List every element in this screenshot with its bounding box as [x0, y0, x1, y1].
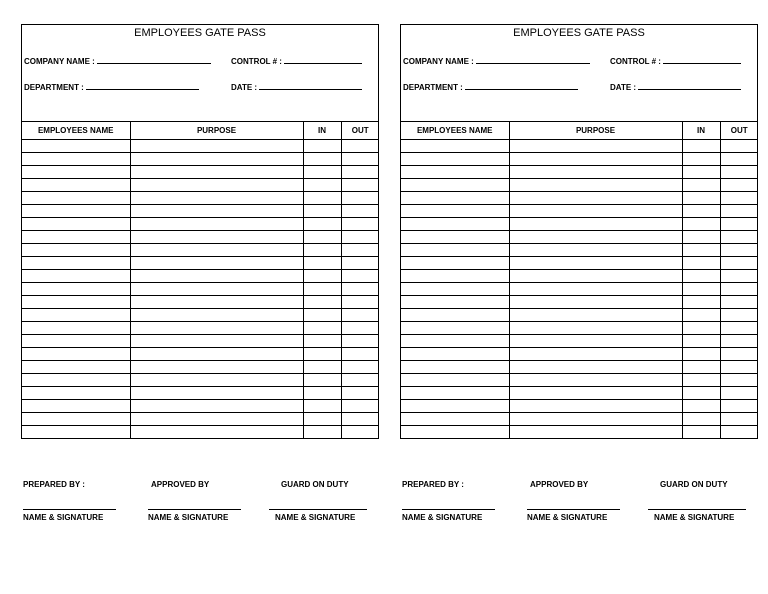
- employee-name-cell[interactable]: [22, 309, 130, 322]
- employee-name-cell[interactable]: [22, 426, 130, 439]
- in-cell[interactable]: [682, 140, 720, 153]
- control-number-field[interactable]: [231, 56, 362, 66]
- out-cell[interactable]: [720, 374, 758, 387]
- in-cell[interactable]: [682, 322, 720, 335]
- table-row: [22, 244, 379, 257]
- table-row: [22, 296, 379, 309]
- table-row: [22, 322, 379, 335]
- out-cell[interactable]: [341, 309, 379, 322]
- in-cell[interactable]: [682, 257, 720, 270]
- out-cell[interactable]: [341, 400, 379, 413]
- table-row: [401, 348, 758, 361]
- employee-name-cell[interactable]: [22, 218, 130, 231]
- in-cell[interactable]: [682, 413, 720, 426]
- out-cell[interactable]: [720, 426, 758, 439]
- col-employees-name: EMPLOYEES NAME: [22, 122, 130, 140]
- out-cell[interactable]: [720, 387, 758, 400]
- out-cell[interactable]: [720, 413, 758, 426]
- employee-name-cell[interactable]: [401, 218, 509, 231]
- table-row: [401, 218, 758, 231]
- gate-pass-box: [21, 24, 379, 439]
- employee-name-cell[interactable]: [401, 153, 509, 166]
- entries-body: [22, 140, 379, 439]
- purpose-cell[interactable]: [509, 426, 682, 439]
- signature-section-right: [402, 480, 760, 540]
- purpose-cell[interactable]: [130, 413, 303, 426]
- employee-name-cell[interactable]: [401, 283, 509, 296]
- in-cell[interactable]: [303, 374, 341, 387]
- purpose-cell[interactable]: [509, 400, 682, 413]
- table-row: [22, 192, 379, 205]
- employee-name-cell[interactable]: [22, 270, 130, 283]
- purpose-cell[interactable]: [509, 231, 682, 244]
- purpose-cell[interactable]: [130, 205, 303, 218]
- employee-name-cell[interactable]: [22, 140, 130, 153]
- name-signature-label: NAME & SIGNATURE: [23, 513, 104, 522]
- employee-name-cell[interactable]: [22, 192, 130, 205]
- employee-name-cell[interactable]: [401, 361, 509, 374]
- purpose-cell[interactable]: [509, 179, 682, 192]
- approved-by-label: APPROVED BY: [530, 480, 589, 489]
- table-row: [22, 413, 379, 426]
- table-row: [22, 309, 379, 322]
- purpose-cell[interactable]: [130, 309, 303, 322]
- table-row: [401, 309, 758, 322]
- date-field[interactable]: [231, 82, 362, 92]
- table-row: [401, 283, 758, 296]
- purpose-cell[interactable]: [509, 387, 682, 400]
- table-row: [22, 153, 379, 166]
- in-cell[interactable]: [682, 192, 720, 205]
- employee-name-cell[interactable]: [22, 348, 130, 361]
- purpose-cell[interactable]: [130, 283, 303, 296]
- employee-name-cell[interactable]: [22, 179, 130, 192]
- out-cell[interactable]: [341, 374, 379, 387]
- table-row: [401, 140, 758, 153]
- table-row: [401, 361, 758, 374]
- table-row: [401, 413, 758, 426]
- employee-name-cell[interactable]: [22, 387, 130, 400]
- date-label: DATE :: [610, 83, 637, 92]
- employee-name-cell[interactable]: [22, 153, 130, 166]
- in-cell[interactable]: [682, 296, 720, 309]
- table-row: [22, 335, 379, 348]
- out-cell[interactable]: [720, 205, 758, 218]
- purpose-cell[interactable]: [509, 374, 682, 387]
- table-header-row: [22, 122, 379, 140]
- purpose-cell[interactable]: [509, 361, 682, 374]
- purpose-cell[interactable]: [509, 270, 682, 283]
- signature-line: [148, 509, 241, 510]
- purpose-cell[interactable]: [509, 218, 682, 231]
- department-field[interactable]: [24, 82, 199, 92]
- entries-table: [401, 122, 758, 438]
- out-cell[interactable]: [341, 205, 379, 218]
- purpose-cell[interactable]: [130, 348, 303, 361]
- out-cell[interactable]: [720, 179, 758, 192]
- guard-on-duty-label: GUARD ON DUTY: [660, 480, 728, 489]
- employee-name-cell[interactable]: [22, 322, 130, 335]
- out-cell[interactable]: [341, 218, 379, 231]
- col-purpose: PURPOSE: [509, 122, 682, 140]
- table-row: [22, 283, 379, 296]
- out-cell[interactable]: [341, 348, 379, 361]
- employee-name-cell[interactable]: [401, 374, 509, 387]
- table-row: [401, 374, 758, 387]
- purpose-cell[interactable]: [130, 374, 303, 387]
- purpose-cell[interactable]: [130, 322, 303, 335]
- table-row: [22, 166, 379, 179]
- purpose-cell[interactable]: [509, 205, 682, 218]
- employee-name-cell[interactable]: [401, 192, 509, 205]
- guard-on-duty-block[interactable]: [648, 480, 746, 522]
- approved-by-block[interactable]: [148, 480, 241, 522]
- purpose-cell[interactable]: [130, 400, 303, 413]
- in-cell[interactable]: [682, 400, 720, 413]
- col-out: OUT: [341, 122, 379, 140]
- employee-name-cell[interactable]: [401, 270, 509, 283]
- guard-on-duty-block[interactable]: [269, 480, 367, 522]
- table-row: [22, 374, 379, 387]
- purpose-cell[interactable]: [130, 231, 303, 244]
- out-cell[interactable]: [341, 296, 379, 309]
- department-label: DEPARTMENT :: [24, 83, 84, 92]
- name-signature-label: NAME & SIGNATURE: [654, 513, 735, 522]
- purpose-cell[interactable]: [509, 153, 682, 166]
- purpose-cell[interactable]: [130, 335, 303, 348]
- prepared-by-label: PREPARED BY :: [402, 480, 464, 489]
- out-cell[interactable]: [341, 166, 379, 179]
- in-cell[interactable]: [303, 361, 341, 374]
- date-label: DATE :: [231, 83, 258, 92]
- employee-name-cell[interactable]: [22, 283, 130, 296]
- purpose-cell[interactable]: [130, 153, 303, 166]
- in-cell[interactable]: [303, 283, 341, 296]
- employee-name-cell[interactable]: [22, 400, 130, 413]
- purpose-cell[interactable]: [130, 257, 303, 270]
- signature-line: [269, 509, 367, 510]
- employee-name-cell[interactable]: [401, 309, 509, 322]
- out-cell[interactable]: [341, 361, 379, 374]
- employee-name-cell[interactable]: [22, 205, 130, 218]
- table-row: [22, 270, 379, 283]
- table-row: [22, 231, 379, 244]
- in-cell[interactable]: [682, 335, 720, 348]
- name-signature-label: NAME & SIGNATURE: [402, 513, 483, 522]
- employee-name-cell[interactable]: [401, 400, 509, 413]
- table-row: [22, 426, 379, 439]
- in-cell[interactable]: [682, 179, 720, 192]
- out-cell[interactable]: [341, 231, 379, 244]
- out-cell[interactable]: [720, 166, 758, 179]
- signature-section-left: [23, 480, 381, 540]
- in-cell[interactable]: [682, 218, 720, 231]
- purpose-cell[interactable]: [130, 218, 303, 231]
- gate-pass-right: [400, 24, 758, 439]
- table-row: [401, 244, 758, 257]
- form-title: EMPLOYEES GATE PASS: [134, 27, 266, 39]
- out-cell[interactable]: [341, 426, 379, 439]
- table-row: [401, 270, 758, 283]
- name-signature-label: NAME & SIGNATURE: [148, 513, 229, 522]
- employee-name-cell[interactable]: [401, 296, 509, 309]
- purpose-cell[interactable]: [509, 309, 682, 322]
- employee-name-cell[interactable]: [401, 140, 509, 153]
- signature-line: [402, 509, 495, 510]
- purpose-cell[interactable]: [509, 283, 682, 296]
- department-label: DEPARTMENT :: [403, 83, 463, 92]
- purpose-cell[interactable]: [130, 296, 303, 309]
- purpose-cell[interactable]: [509, 296, 682, 309]
- name-signature-label: NAME & SIGNATURE: [527, 513, 608, 522]
- in-cell[interactable]: [303, 309, 341, 322]
- out-cell[interactable]: [341, 283, 379, 296]
- purpose-cell[interactable]: [130, 361, 303, 374]
- table-row: [22, 387, 379, 400]
- employee-name-cell[interactable]: [401, 166, 509, 179]
- out-cell[interactable]: [341, 322, 379, 335]
- employee-name-cell[interactable]: [401, 231, 509, 244]
- out-cell[interactable]: [720, 153, 758, 166]
- in-cell[interactable]: [303, 218, 341, 231]
- table-row: [401, 387, 758, 400]
- table-row: [22, 179, 379, 192]
- out-cell[interactable]: [720, 270, 758, 283]
- col-purpose: PURPOSE: [130, 122, 303, 140]
- table-header-row: [401, 122, 758, 140]
- in-cell[interactable]: [682, 348, 720, 361]
- purpose-cell[interactable]: [130, 140, 303, 153]
- out-cell[interactable]: [341, 413, 379, 426]
- approved-by-label: APPROVED BY: [151, 480, 210, 489]
- entries-table: [22, 122, 379, 438]
- purpose-cell[interactable]: [130, 192, 303, 205]
- table-row: [22, 140, 379, 153]
- purpose-cell[interactable]: [509, 335, 682, 348]
- purpose-cell[interactable]: [130, 166, 303, 179]
- col-employees-name: EMPLOYEES NAME: [401, 122, 509, 140]
- in-cell[interactable]: [303, 335, 341, 348]
- purpose-cell[interactable]: [509, 192, 682, 205]
- in-cell[interactable]: [682, 231, 720, 244]
- signature-line: [23, 509, 116, 510]
- employee-name-cell[interactable]: [22, 361, 130, 374]
- table-row: [401, 179, 758, 192]
- table-row: [401, 231, 758, 244]
- in-cell[interactable]: [303, 140, 341, 153]
- table-row: [22, 218, 379, 231]
- control-number-label: CONTROL # :: [231, 57, 282, 66]
- employee-name-cell[interactable]: [22, 335, 130, 348]
- employee-name-cell[interactable]: [401, 205, 509, 218]
- out-cell[interactable]: [720, 335, 758, 348]
- table-row: [401, 153, 758, 166]
- purpose-cell[interactable]: [509, 348, 682, 361]
- employee-name-cell[interactable]: [401, 179, 509, 192]
- purpose-cell[interactable]: [509, 322, 682, 335]
- gate-pass-box: [400, 24, 758, 439]
- in-cell[interactable]: [303, 244, 341, 257]
- out-cell[interactable]: [720, 296, 758, 309]
- employee-name-cell[interactable]: [401, 387, 509, 400]
- company-name-label: COMPANY NAME :: [403, 57, 474, 66]
- out-cell[interactable]: [720, 348, 758, 361]
- in-cell[interactable]: [303, 348, 341, 361]
- out-cell[interactable]: [341, 192, 379, 205]
- company-name-field[interactable]: [403, 56, 590, 66]
- employee-name-cell[interactable]: [401, 413, 509, 426]
- in-cell[interactable]: [303, 426, 341, 439]
- in-cell[interactable]: [682, 283, 720, 296]
- prepared-by-label: PREPARED BY :: [23, 480, 85, 489]
- name-signature-label: NAME & SIGNATURE: [275, 513, 356, 522]
- department-field[interactable]: [403, 82, 578, 92]
- in-cell[interactable]: [303, 257, 341, 270]
- purpose-cell[interactable]: [130, 426, 303, 439]
- table-row: [401, 296, 758, 309]
- signature-line: [648, 509, 746, 510]
- employee-name-cell[interactable]: [22, 166, 130, 179]
- table-row: [22, 348, 379, 361]
- form-title: EMPLOYEES GATE PASS: [513, 27, 645, 39]
- in-cell[interactable]: [303, 270, 341, 283]
- employee-name-cell[interactable]: [401, 244, 509, 257]
- in-cell[interactable]: [303, 296, 341, 309]
- guard-on-duty-label: GUARD ON DUTY: [281, 480, 349, 489]
- out-cell[interactable]: [341, 153, 379, 166]
- employee-name-cell[interactable]: [401, 322, 509, 335]
- employee-name-cell[interactable]: [22, 231, 130, 244]
- out-cell[interactable]: [720, 231, 758, 244]
- in-cell[interactable]: [682, 426, 720, 439]
- employee-name-cell[interactable]: [22, 374, 130, 387]
- col-in: IN: [303, 122, 341, 140]
- col-out: OUT: [720, 122, 758, 140]
- out-cell[interactable]: [720, 140, 758, 153]
- in-cell[interactable]: [682, 387, 720, 400]
- employee-name-cell[interactable]: [22, 296, 130, 309]
- out-cell[interactable]: [720, 361, 758, 374]
- table-row: [401, 426, 758, 439]
- out-cell[interactable]: [720, 192, 758, 205]
- in-cell[interactable]: [303, 166, 341, 179]
- in-cell[interactable]: [303, 205, 341, 218]
- in-cell[interactable]: [682, 361, 720, 374]
- table-row: [401, 257, 758, 270]
- out-cell[interactable]: [341, 270, 379, 283]
- purpose-cell[interactable]: [509, 413, 682, 426]
- in-cell[interactable]: [303, 153, 341, 166]
- out-cell[interactable]: [341, 179, 379, 192]
- in-cell[interactable]: [682, 153, 720, 166]
- purpose-cell[interactable]: [130, 387, 303, 400]
- employee-name-cell[interactable]: [22, 244, 130, 257]
- gate-pass-header: [401, 25, 757, 122]
- table-row: [401, 335, 758, 348]
- col-in: IN: [682, 122, 720, 140]
- table-row: [22, 205, 379, 218]
- in-cell[interactable]: [303, 179, 341, 192]
- company-name-field[interactable]: [24, 56, 211, 66]
- gate-pass-left: [21, 24, 379, 439]
- in-cell[interactable]: [303, 413, 341, 426]
- in-cell[interactable]: [682, 270, 720, 283]
- date-field[interactable]: [610, 82, 741, 92]
- out-cell[interactable]: [341, 257, 379, 270]
- out-cell[interactable]: [341, 140, 379, 153]
- in-cell[interactable]: [303, 400, 341, 413]
- employee-name-cell[interactable]: [22, 257, 130, 270]
- out-cell[interactable]: [720, 218, 758, 231]
- purpose-cell[interactable]: [130, 179, 303, 192]
- employee-name-cell[interactable]: [401, 426, 509, 439]
- purpose-cell[interactable]: [509, 140, 682, 153]
- purpose-cell[interactable]: [509, 257, 682, 270]
- out-cell[interactable]: [720, 244, 758, 257]
- out-cell[interactable]: [720, 309, 758, 322]
- purpose-cell[interactable]: [130, 270, 303, 283]
- out-cell[interactable]: [341, 244, 379, 257]
- table-row: [22, 400, 379, 413]
- prepared-by-block[interactable]: [402, 480, 495, 522]
- in-cell[interactable]: [303, 192, 341, 205]
- table-row: [401, 192, 758, 205]
- table-row: [401, 166, 758, 179]
- in-cell[interactable]: [303, 322, 341, 335]
- purpose-cell[interactable]: [130, 244, 303, 257]
- table-row: [22, 361, 379, 374]
- employee-name-cell[interactable]: [22, 413, 130, 426]
- gate-pass-header: [22, 25, 378, 122]
- employee-name-cell[interactable]: [401, 335, 509, 348]
- entries-body: [401, 140, 758, 439]
- company-name-label: COMPANY NAME :: [24, 57, 95, 66]
- employee-name-cell[interactable]: [401, 348, 509, 361]
- out-cell[interactable]: [720, 283, 758, 296]
- purpose-cell[interactable]: [509, 244, 682, 257]
- control-number-field[interactable]: [610, 56, 741, 66]
- out-cell[interactable]: [720, 400, 758, 413]
- in-cell[interactable]: [682, 205, 720, 218]
- out-cell[interactable]: [341, 335, 379, 348]
- signature-line: [527, 509, 620, 510]
- table-row: [401, 205, 758, 218]
- in-cell[interactable]: [682, 244, 720, 257]
- table-row: [22, 257, 379, 270]
- out-cell[interactable]: [341, 387, 379, 400]
- approved-by-block[interactable]: [527, 480, 620, 522]
- in-cell[interactable]: [682, 309, 720, 322]
- employee-name-cell[interactable]: [401, 257, 509, 270]
- control-number-label: CONTROL # :: [610, 57, 661, 66]
- table-row: [401, 322, 758, 335]
- out-cell[interactable]: [720, 257, 758, 270]
- table-row: [401, 400, 758, 413]
- in-cell[interactable]: [303, 231, 341, 244]
- prepared-by-block[interactable]: [23, 480, 116, 522]
- in-cell[interactable]: [682, 374, 720, 387]
- in-cell[interactable]: [682, 166, 720, 179]
- purpose-cell[interactable]: [509, 166, 682, 179]
- out-cell[interactable]: [720, 322, 758, 335]
- in-cell[interactable]: [303, 387, 341, 400]
